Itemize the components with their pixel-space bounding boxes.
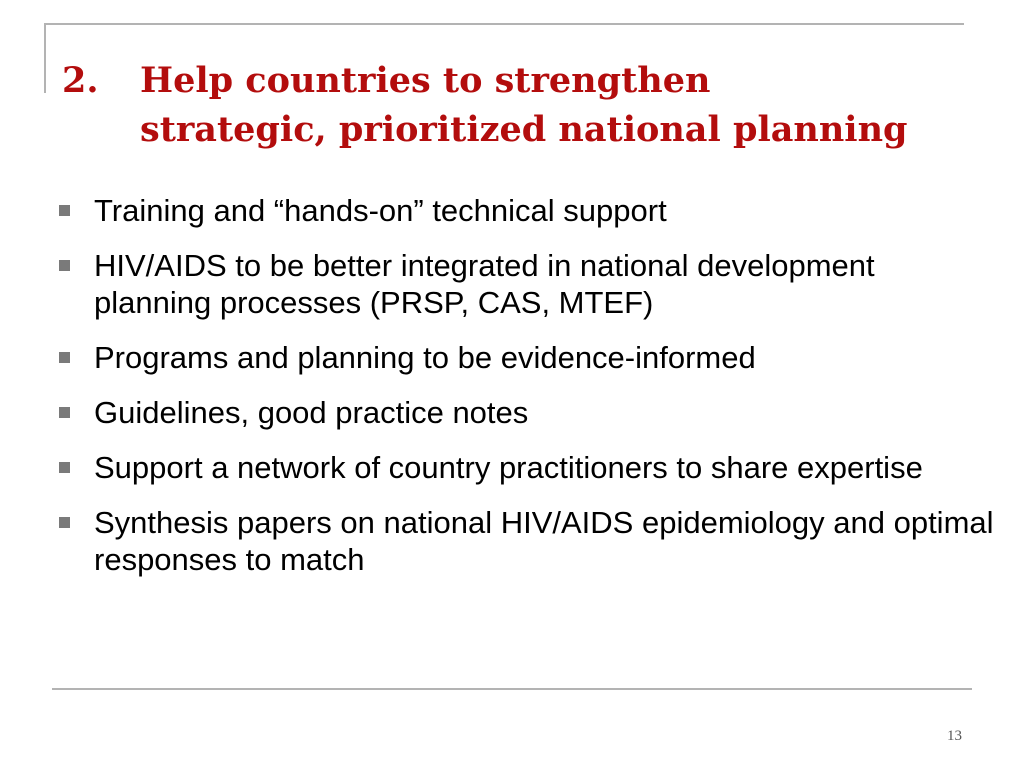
title-line-2	[62, 105, 962, 154]
square-bullet-icon	[59, 407, 70, 418]
title-text-line-1: Help countries to strengthen	[140, 60, 711, 101]
square-bullet-icon	[59, 517, 70, 528]
title-text-line-2: strategic, prioritized national planning	[140, 109, 908, 150]
left-rule	[44, 23, 46, 93]
bullet-item	[56, 504, 996, 578]
bullet-text: HIV/AIDS to be better integrated in national development planning processes (PRSP, CAS, MTEF)	[94, 248, 875, 320]
bullet-item	[56, 247, 996, 321]
top-rule	[44, 23, 964, 25]
bullet-text: Support a network of country practitioners to share expertise	[94, 450, 923, 485]
title-line-1	[62, 56, 962, 105]
square-bullet-icon	[59, 462, 70, 473]
bullet-item	[56, 192, 996, 229]
bottom-rule	[52, 688, 972, 690]
bullet-text: Synthesis papers on national HIV/AIDS epidemiology and optimal responses to match	[94, 505, 994, 577]
bullet-text: Programs and planning to be evidence-informed	[94, 340, 756, 375]
bullet-item	[56, 449, 996, 486]
page-number: 13	[947, 728, 962, 744]
square-bullet-icon	[59, 260, 70, 271]
bullet-text: Training and “hands-on” technical support	[94, 193, 667, 228]
title-number: 2.	[62, 60, 99, 101]
square-bullet-icon	[59, 205, 70, 216]
bullet-item	[56, 339, 996, 376]
slide-title	[62, 56, 962, 154]
bullet-list	[56, 192, 996, 596]
square-bullet-icon	[59, 352, 70, 363]
bullet-text: Guidelines, good practice notes	[94, 395, 529, 430]
bullet-item	[56, 394, 996, 431]
